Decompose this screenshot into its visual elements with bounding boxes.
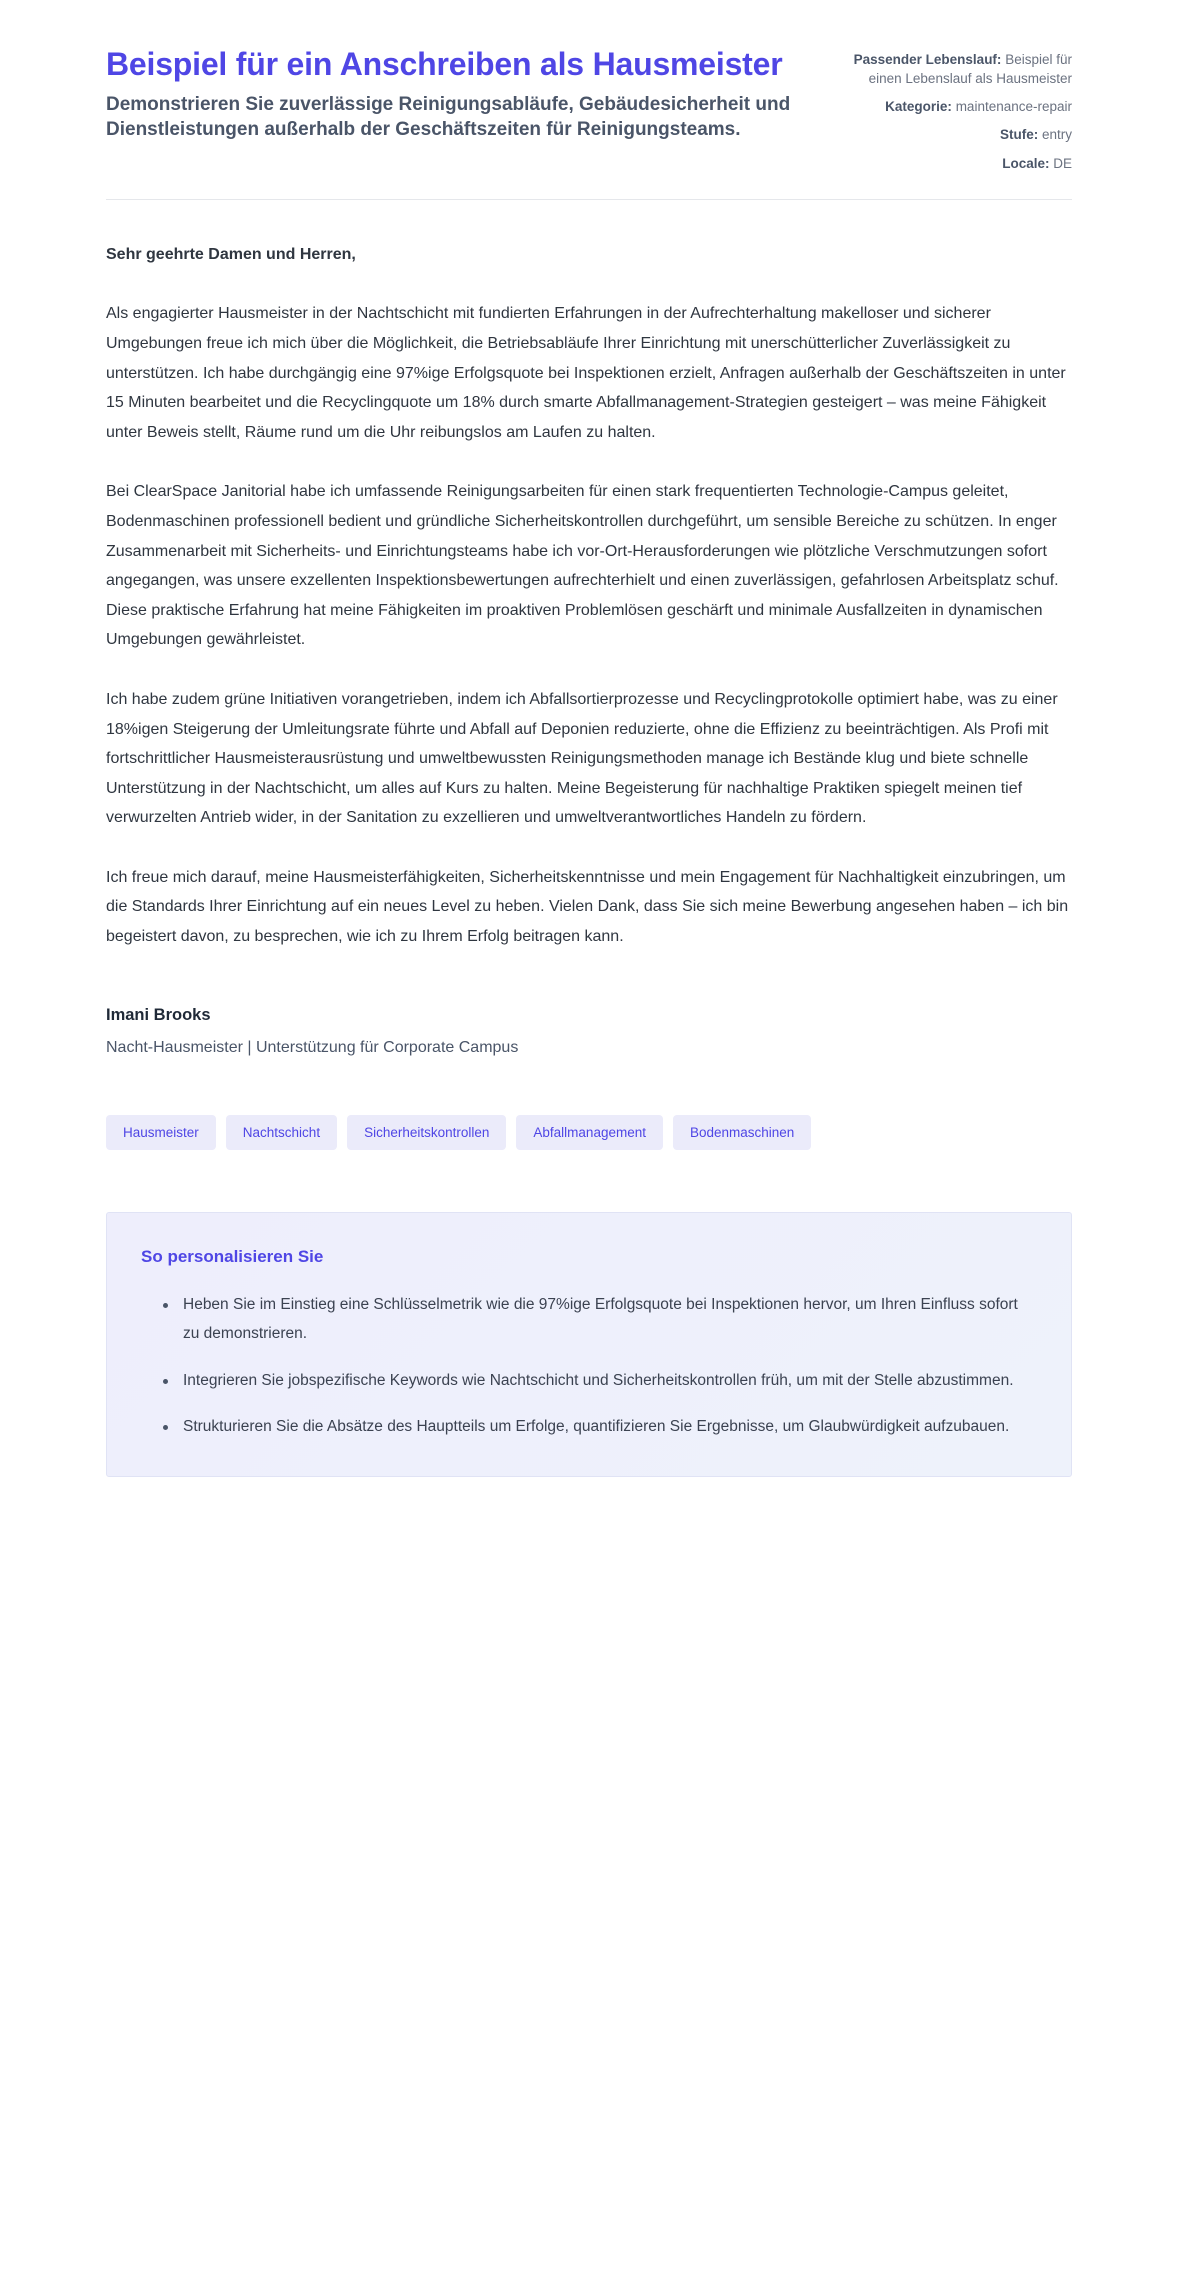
meta-label-locale: Locale: bbox=[1002, 155, 1050, 171]
meta-value-level: entry bbox=[1041, 127, 1072, 143]
header-divider bbox=[106, 199, 1072, 200]
meta-value-locale: DE bbox=[1053, 155, 1072, 171]
meta-row-level bbox=[842, 125, 1072, 144]
tag-chip[interactable]: Nachtschicht bbox=[226, 1115, 337, 1151]
meta-label-matching-resume: Passender Lebenslauf: bbox=[853, 52, 1002, 67]
tag-chip[interactable]: Bodenmaschinen bbox=[673, 1115, 811, 1151]
signature-block bbox=[106, 1006, 1072, 1057]
meta-row-category bbox=[842, 97, 1072, 116]
meta-value-matching-resume: Beispiel für einen Lebenslauf als Hausmeister bbox=[868, 52, 1072, 87]
meta-label-level: Stufe: bbox=[999, 127, 1039, 143]
tag-chip[interactable]: Hausmeister bbox=[106, 1115, 216, 1151]
letter-paragraph: Ich freue mich darauf, meine Hausmeisterfähigkeiten, Sicherheitskenntnisse und mein Engagement für Nachhaltigkeit einzubringen, um die Standards Ihrer Einrichtung auf ein neues Level zu heben. Vielen Dank, dass Sie sich meine Bewerbung angesehen haben – ich bin begeistert davon, zu besprechen, wie ich zu Ihrem Erfolg beitragen kann. bbox=[106, 868, 1069, 946]
page-subtitle: Demonstrieren Sie zuverlässige Reinigungsabläufe, Gebäudesicherheit und Dienstleistungen außerhalb der Geschäftszeiten für Reinigungsteams. bbox=[106, 93, 791, 141]
tips-list-item: Strukturieren Sie die Absätze des Hauptteils um Erfolge, quantifizieren Sie Ergebnisse, um Glaubwürdigkeit aufzubauen. bbox=[163, 1413, 1033, 1442]
letter-paragraph: Als engagierter Hausmeister in der Nachtschicht mit fundierten Erfahrungen in der Aufrechterhaltung makelloser und sicherer Umgebungen freue ich mich über die Möglichkeit, die Betriebsabläufe Ihrer Einrichtung mit unerschütterlicher Zuverlässigkeit zu unterstützen. Ich habe durchgängig eine 97%ige Erfolgsquote bei Inspektionen erzielt, Anfragen außerhalb der Geschäftszeiten in unter 15 Minuten bearbeitet und die Recyclingquote um 18% durch smarte Abfallmanagement-Strategien gesteigert – was meine Fähigkeit unter Beweis stellt, Räume rund um die Uhr reibungslos am Laufen zu halten. bbox=[106, 305, 1066, 441]
page-title: Beispiel für ein Anschreiben als Hausmeister bbox=[106, 46, 783, 82]
tag-list bbox=[106, 1115, 1072, 1151]
header-title-block bbox=[106, 46, 802, 143]
tag-chip[interactable]: Abfallmanagement bbox=[516, 1115, 663, 1151]
meta-row-matching-resume bbox=[842, 50, 1072, 88]
document-header bbox=[106, 46, 1072, 199]
tips-list-item: Integrieren Sie jobspezifische Keywords wie Nachtschicht und Sicherheitskontrollen früh, um mit der Stelle abzustimmen. bbox=[163, 1367, 1033, 1396]
letter-body bbox=[106, 240, 1072, 952]
tag-chip[interactable]: Sicherheitskontrollen bbox=[347, 1115, 506, 1151]
signature-role: Nacht-Hausmeister | Unterstützung für Corporate Campus bbox=[106, 1038, 519, 1056]
letter-paragraph: Ich habe zudem grüne Initiativen vorangetrieben, indem ich Abfallsortierprozesse und Recyclingprotokolle optimiert habe, was zu einer 18%igen Steigerung der Umleitungsrate führte und Abfall auf Deponien reduzierte, ohne die Effizienz zu beeinträchtigen. Als Profi mit fortschrittlicher Hausmeisterausrüstung und umweltbewussten Reinigungsmethoden manage ich Bestände klug und biete schnelle Unterstützung in der Nachtschicht, um alles auf Kurs zu halten. Meine Begeisterung für nachhaltige Praktiken spiegelt meinen tief verwurzelten Antrieb wider, in der Sanitation zu exzellieren und umweltverantwortliches Handeln zu fördern. bbox=[106, 690, 1058, 827]
meta-value-category: maintenance-repair bbox=[955, 99, 1072, 115]
personalization-tips-panel bbox=[106, 1212, 1072, 1477]
tips-list-item: Heben Sie im Einstieg eine Schlüsselmetrik wie die 97%ige Erfolgsquote bei Inspektionen hervor, um Ihren Einfluss sofort zu demonstrieren. bbox=[163, 1291, 1033, 1348]
letter-salutation: Sehr geehrte Damen und Herren, bbox=[106, 245, 356, 263]
header-metadata bbox=[842, 46, 1072, 173]
letter-paragraph: Bei ClearSpace Janitorial habe ich umfassende Reinigungsarbeiten für einen stark frequentierten Technologie-Campus geleitet, Bodenmaschinen professionell bedient und gründliche Sicherheitskontrollen durchgeführt, um sensible Bereiche zu schützen. In enger Zusammenarbeit mit Sicherheits- und Einrichtungsteams habe ich vor-Ort-Herausforderungen wie plötzliche Verschmutzungen sofort angegangen, was unsere exzellenten Inspektionsbewertungen aufrechterhielt und einen zuverlässigen, gefahrlosen Arbeitsplatz schuf. Diese praktische Erfahrung hat meine Fähigkeiten im proaktiven Problemlösen geschärft und minimale Ausfallzeiten in dynamischen Umgebungen gewährleistet. bbox=[106, 483, 1059, 649]
meta-label-category: Kategorie: bbox=[885, 99, 952, 115]
tips-panel-title: So personalisieren Sie bbox=[141, 1247, 324, 1267]
signature-name: Imani Brooks bbox=[106, 1005, 211, 1024]
meta-row-locale bbox=[842, 154, 1072, 173]
tips-list bbox=[141, 1291, 1033, 1442]
